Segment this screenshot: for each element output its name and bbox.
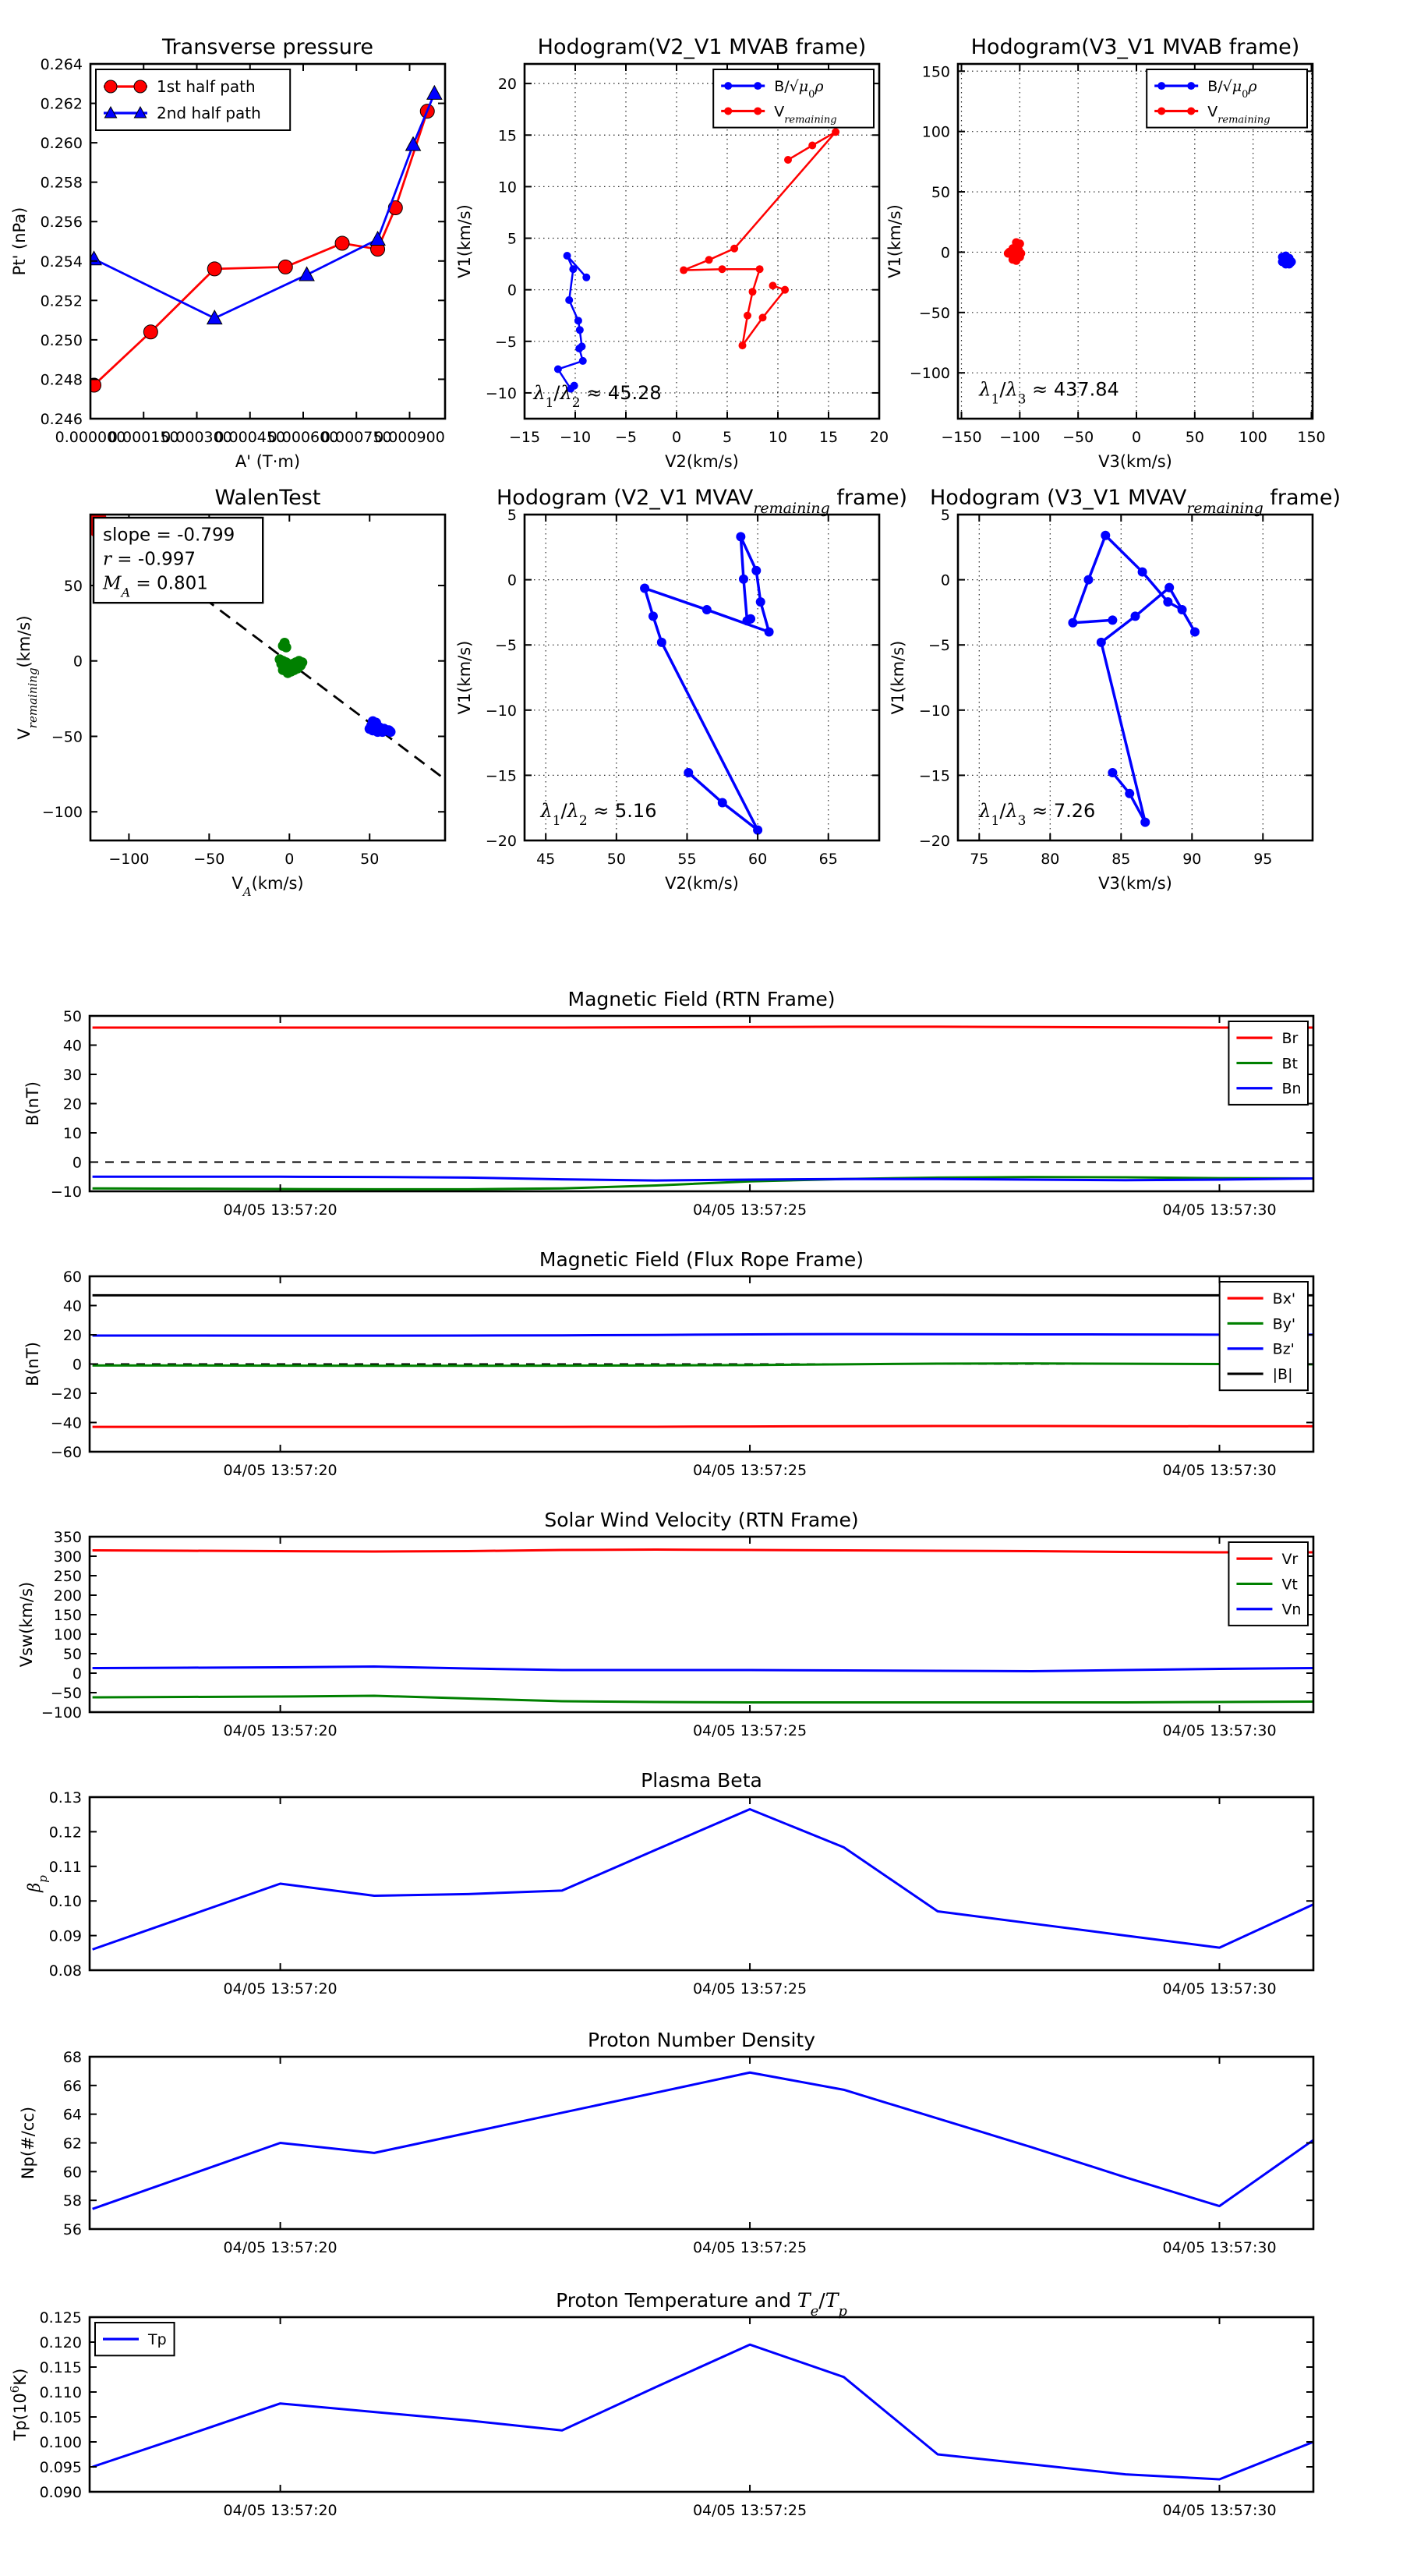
hodogram-v3v1-mvav-xtick: 95 — [1253, 851, 1272, 868]
hodogram-v2v1-mvab-ytick: −5 — [495, 334, 517, 351]
walen-test-xtick: −50 — [193, 851, 224, 868]
transverse-pressure-ytick: 0.252 — [41, 292, 83, 310]
plasma-beta-series-layer — [93, 1810, 1313, 1950]
vsw-rtn-ytick: 300 — [54, 1548, 82, 1566]
proton-temp-ytick: 0.095 — [40, 2459, 82, 2476]
hodogram-v3v1-mvab-xtick: 150 — [1297, 429, 1325, 446]
hodogram-v2v1-mvav-annotation: $\lambda_1/\lambda_2 \approx 5.16$ — [539, 800, 656, 829]
vsw-rtn-ytick: 50 — [63, 1646, 82, 1663]
hodogram-v3v1-mvab-xtick: −100 — [999, 429, 1040, 446]
mag-fluxrope-ytick: −20 — [51, 1385, 82, 1403]
proton-temp-series-layer — [93, 2344, 1313, 2479]
vsw-rtn-ytick: 150 — [54, 1607, 82, 1624]
mag-fluxrope-ytick: 60 — [63, 1269, 82, 1286]
mag-fluxrope-series-layer — [93, 1295, 1313, 1427]
mag-fluxrope-ytick: 20 — [63, 1327, 82, 1344]
transverse-pressure-ytick: 0.258 — [41, 175, 83, 192]
mag-fluxrope-legend-label: Bz' — [1273, 1341, 1295, 1358]
mag-fluxrope-xtick: 04/05 13:57:25 — [693, 1462, 807, 1479]
mag-rtn-legend-label: Bt — [1281, 1055, 1297, 1072]
transverse-pressure-legend-label: 2nd half path — [157, 104, 261, 122]
walen-test-ytick: −100 — [42, 804, 83, 821]
vsw-rtn-ytick: 200 — [54, 1587, 82, 1605]
mag-fluxrope-legend-label: By' — [1273, 1315, 1296, 1332]
hodogram-v2v1-mvab-xtick: 15 — [819, 429, 838, 446]
mag-rtn-xtick: 04/05 13:57:30 — [1162, 1201, 1276, 1219]
hodogram-v3v1-mvav-ytick: −15 — [919, 767, 950, 784]
proton-temp-ytick: 0.110 — [40, 2384, 82, 2401]
plasma-beta-ytick: 0.12 — [49, 1824, 82, 1841]
proton-density-ytick: 56 — [63, 2221, 82, 2238]
hodogram-v3v1-mvab-xtick: 0 — [1132, 429, 1141, 446]
walen-test-title: WalenTest — [215, 486, 321, 510]
proton-density-ylabel: Np(#/cc) — [19, 2107, 37, 2179]
hodogram-v2v1-mvab-series-V remaining — [684, 132, 836, 345]
proton-temp-xtick: 04/05 13:57:30 — [1162, 2502, 1276, 2519]
mag-fluxrope-ylabel: B(nT) — [23, 1342, 42, 1386]
vsw-rtn-legend — [1228, 1542, 1308, 1626]
mag-fluxrope-xtick: 04/05 13:57:20 — [224, 1462, 337, 1479]
proton-density-xtick: 04/05 13:57:25 — [693, 2239, 807, 2256]
transverse-pressure-xtick: 0.000450 — [214, 429, 285, 446]
hodogram-v2v1-mvab-ytick: 0 — [507, 282, 517, 299]
chart-hodogram-v2v1-mvab — [455, 35, 889, 471]
proton-density-ytick: 62 — [63, 2135, 82, 2153]
walen-test-ytick: 50 — [64, 578, 83, 595]
mag-fluxrope-series-Bx' — [93, 1426, 1313, 1427]
hodogram-v3v1-mvav-markers-V path — [1068, 531, 1200, 827]
proton-density-ytick: 68 — [63, 2049, 82, 2066]
proton-temp-ytick: 0.105 — [40, 2409, 82, 2426]
plasma-beta-title: Plasma Beta — [641, 1769, 762, 1792]
mag-rtn-legend-label: Br — [1281, 1030, 1298, 1047]
hodogram-v3v1-mvab-xtick: −150 — [941, 429, 981, 446]
proton-temp-title: Proton Temperature and $T_e/T_p$ — [556, 2289, 847, 2319]
transverse-pressure-ytick: 0.256 — [41, 214, 83, 231]
hodogram-v2v1-mvab-xtick: −5 — [615, 429, 637, 446]
hodogram-v3v1-mvab-markers-V remaining — [1004, 239, 1025, 265]
proton-temp-ytick: 0.100 — [40, 2434, 82, 2451]
plasma-beta-ytick: 0.10 — [49, 1893, 82, 1910]
vsw-rtn-series-layer — [93, 1550, 1313, 1703]
hodogram-v3v1-mvab-ylabel: V1(km/s) — [885, 204, 904, 278]
proton-density-ytick: 60 — [63, 2164, 82, 2181]
mag-rtn-title: Magnetic Field (RTN Frame) — [568, 988, 836, 1010]
mag-rtn-legend — [1228, 1021, 1308, 1105]
mag-rtn-ytick: 30 — [63, 1067, 82, 1084]
transverse-pressure-xtick: 0.000900 — [374, 429, 445, 446]
transverse-pressure-ytick: 0.260 — [41, 135, 83, 152]
plasma-beta-ytick: 0.08 — [49, 1962, 82, 1980]
mag-rtn-ytick: 40 — [63, 1038, 82, 1055]
transverse-pressure-ytick: 0.250 — [41, 332, 83, 349]
proton-density-ytick: 64 — [63, 2107, 82, 2124]
chart-mag-rtn — [23, 988, 1313, 1219]
transverse-pressure-xtick: 0.000150 — [108, 429, 179, 446]
vsw-rtn-series-Vr — [93, 1550, 1313, 1553]
hodogram-v3v1-mvav-ytick: 0 — [941, 572, 950, 589]
transverse-pressure-xtick: 0.000750 — [321, 429, 392, 446]
mag-fluxrope-legend — [1220, 1282, 1308, 1390]
hodogram-v2v1-mvav-series-layer — [640, 532, 774, 834]
hodogram-v3v1-mvab-title: Hodogram(V3_V1 MVAB frame) — [971, 35, 1300, 59]
proton-temp-legend — [95, 2323, 175, 2355]
hodogram-v3v1-mvav-ytick: −20 — [919, 833, 950, 850]
hodogram-v3v1-mvab-markers-B/sqrt(mu0 rho) — [1278, 252, 1296, 269]
hodogram-v3v1-mvav-title: Hodogram (V3_V1 $MVAV_{remaining}$ frame) — [930, 486, 1341, 517]
transverse-pressure-ytick: 0.246 — [41, 411, 83, 428]
vsw-rtn-xtick: 04/05 13:57:20 — [224, 1722, 337, 1739]
plasma-beta-series-beta_p — [93, 1810, 1313, 1950]
hodogram-v3v1-mvab-ytick: −50 — [919, 305, 950, 322]
hodogram-v3v1-mvab-xtick: −50 — [1062, 429, 1094, 446]
hodogram-v2v1-mvab-xlabel: V2(km/s) — [665, 452, 739, 471]
mag-rtn-xtick: 04/05 13:57:20 — [224, 1201, 337, 1219]
hodogram-v3v1-mvab-series-layer — [1004, 239, 1296, 269]
hodogram-v2v1-mvav-xtick: 60 — [748, 851, 767, 868]
hodogram-v2v1-mvav-ytick: −10 — [486, 702, 517, 720]
hodogram-v3v1-mvab-xtick: 50 — [1186, 429, 1204, 446]
transverse-pressure-ylabel: Pt' (nPa) — [10, 207, 29, 276]
hodogram-v2v1-mvab-title: Hodogram(V2_V1 MVAB frame) — [538, 35, 867, 59]
walen-test-xlabel: $V_A(km/s)$ — [231, 874, 303, 899]
walen-test-ytick: 0 — [73, 653, 83, 671]
hodogram-v2v1-mvav-xtick: 50 — [607, 851, 626, 868]
hodogram-v2v1-mvab-ylabel: V1(km/s) — [455, 204, 474, 278]
hodogram-v3v1-mvav-ytick: −10 — [919, 702, 950, 720]
mag-rtn-series-Br — [93, 1027, 1313, 1028]
walen-test-xtick: 0 — [284, 851, 294, 868]
walen-test-info-box — [94, 518, 263, 603]
mag-rtn-ylabel: B(nT) — [23, 1081, 42, 1126]
hodogram-v2v1-mvab-series-layer — [554, 128, 839, 392]
hodogram-v2v1-mvav-xtick: 65 — [819, 851, 838, 868]
proton-temp-ytick: 0.120 — [40, 2334, 82, 2351]
mag-fluxrope-xtick: 04/05 13:57:30 — [1162, 1462, 1276, 1479]
plasma-beta-ytick: 0.11 — [49, 1859, 82, 1876]
mag-fluxrope-legend-label: Bx' — [1273, 1290, 1296, 1307]
walen-test-xtick: −100 — [108, 851, 149, 868]
mag-fluxrope-legend-label: |B| — [1273, 1366, 1293, 1383]
plasma-beta-ytick: 0.09 — [49, 1928, 82, 1945]
hodogram-v3v1-mvav-xtick: 85 — [1111, 851, 1130, 868]
walen-test-ylabel: $V_{remaining}(km/s)$ — [15, 615, 40, 739]
hodogram-v3v1-mvav-ytick: 5 — [941, 507, 950, 524]
hodogram-v2v1-mvab-series-B/sqrt(mu0 rho) — [558, 256, 586, 389]
walen-test-info-line: r = -0.997 — [103, 550, 196, 570]
hodogram-v2v1-mvav-xtick: 45 — [536, 851, 555, 868]
hodogram-v2v1-mvab-legend-label: $B/√\mu_0\rho$ — [774, 78, 824, 100]
mag-rtn-ytick: 20 — [63, 1096, 82, 1113]
transverse-pressure-xlabel: A' (T·m) — [235, 452, 300, 471]
hodogram-v3v1-mvav-ytick: −5 — [928, 637, 950, 654]
proton-temp-xtick: 04/05 13:57:25 — [693, 2502, 807, 2519]
hodogram-v3v1-mvab-annotation: $\lambda_1/\lambda_3 \approx 437.84$ — [978, 378, 1119, 407]
hodogram-v3v1-mvav-annotation: $\lambda_1/\lambda_3 \approx 7.26$ — [978, 800, 1095, 829]
hodogram-v2v1-mvav-ytick: 5 — [507, 507, 517, 524]
vsw-rtn-xtick: 04/05 13:57:25 — [693, 1722, 807, 1739]
chart-vsw-rtn — [17, 1509, 1313, 1739]
walen-test-markers-cluster-blue — [365, 717, 396, 738]
hodogram-v3v1-mvav-xtick: 80 — [1041, 851, 1059, 868]
chart-transverse-pressure — [10, 35, 445, 471]
mag-rtn-ytick: 50 — [63, 1008, 82, 1025]
hodogram-v2v1-mvab-xtick: 20 — [870, 429, 889, 446]
hodogram-v2v1-mvav-ylabel: V1(km/s) — [455, 641, 474, 715]
plasma-beta-ylabel: $\beta_p$ — [25, 1875, 50, 1893]
hodogram-v2v1-mvab-ytick: −10 — [486, 385, 517, 402]
transverse-pressure-ytick: 0.264 — [41, 56, 83, 73]
transverse-pressure-xtick: 0.000600 — [268, 429, 339, 446]
mag-rtn-series-Bt — [93, 1177, 1313, 1190]
hodogram-v3v1-mvav-xtick: 90 — [1182, 851, 1201, 868]
plasma-beta-xtick: 04/05 13:57:20 — [224, 1980, 337, 1997]
vsw-rtn-series-Vt — [93, 1696, 1313, 1703]
proton-density-xtick: 04/05 13:57:20 — [224, 2239, 337, 2256]
walen-test-info-line: slope = -0.799 — [103, 525, 235, 546]
proton-density-ytick: 66 — [63, 2078, 82, 2095]
proton-temp-ytick: 0.090 — [40, 2484, 82, 2501]
chart-hodogram-v2v1-mvav — [455, 486, 907, 893]
proton-temp-legend-label: Tp — [147, 2331, 167, 2348]
transverse-pressure-xtick: 0.000000 — [55, 429, 126, 446]
mag-fluxrope-series-Bz' — [93, 1334, 1313, 1336]
vsw-rtn-ytick: 350 — [54, 1529, 82, 1546]
hodogram-v2v1-mvav-ytick: −5 — [495, 637, 517, 654]
chart-hodogram-v3v1-mvav — [889, 486, 1341, 893]
transverse-pressure-legend-label: 1st half path — [157, 77, 256, 96]
hodogram-v3v1-mvab-ytick: −100 — [910, 365, 950, 382]
walen-test-ytick: −50 — [51, 728, 83, 745]
hodogram-v2v1-mvav-xtick: 55 — [677, 851, 696, 868]
walen-test-xtick: 50 — [360, 851, 379, 868]
hodogram-v2v1-mvab-ytick: 20 — [498, 76, 517, 93]
hodogram-v2v1-mvab-markers-V remaining — [680, 128, 839, 349]
mag-rtn-xtick: 04/05 13:57:25 — [693, 1201, 807, 1219]
transverse-pressure-legend — [96, 69, 290, 130]
hodogram-v3v1-mvab-xtick: 100 — [1239, 429, 1267, 446]
hodogram-v2v1-mvav-xlabel: V2(km/s) — [665, 874, 739, 893]
hodogram-v3v1-mvab-legend — [1147, 69, 1307, 128]
mag-rtn-ytick: −10 — [51, 1184, 82, 1201]
transverse-pressure-series-layer — [87, 86, 442, 392]
vsw-rtn-series-Vn — [93, 1667, 1313, 1672]
hodogram-v3v1-mvav-xlabel: V3(km/s) — [1098, 874, 1172, 893]
hodogram-v2v1-mvab-xtick: 10 — [769, 429, 787, 446]
hodogram-v3v1-mvab-legend-label: $V_{remaining}$ — [1207, 103, 1270, 126]
hodogram-v3v1-mvab-legend-label: $B/√\mu_0\rho$ — [1207, 78, 1257, 100]
hodogram-v2v1-mvab-legend-label: $V_{remaining}$ — [774, 103, 836, 126]
hodogram-v3v1-mvab-ytick: 150 — [922, 63, 950, 80]
plasma-beta-xtick: 04/05 13:57:25 — [693, 1980, 807, 1997]
chart-hodogram-v3v1-mvab — [885, 35, 1326, 471]
mag-rtn-frame — [90, 1016, 1313, 1191]
mag-rtn-ytick: 0 — [72, 1155, 82, 1172]
mag-rtn-series-layer — [93, 1027, 1313, 1190]
chart-proton-temp — [8, 2289, 1313, 2519]
hodogram-v2v1-mvab-legend — [713, 69, 874, 128]
hodogram-v3v1-mvab-xlabel: V3(km/s) — [1098, 452, 1172, 471]
walen-test-info-line: $M_A = 0.801$ — [102, 574, 208, 600]
proton-density-series-layer — [93, 2072, 1313, 2209]
hodogram-v2v1-mvab-annotation: $\lambda_1/\lambda_2 \approx 45.28$ — [532, 382, 661, 411]
hodogram-v3v1-mvab-ytick: 50 — [931, 184, 950, 201]
transverse-pressure-ytick: 0.248 — [41, 371, 83, 388]
vsw-rtn-legend-label: Vn — [1281, 1601, 1301, 1619]
plasma-beta-frame — [90, 1797, 1313, 1970]
hodogram-v2v1-mvab-xtick: 5 — [723, 429, 732, 446]
vsw-rtn-ytick: 0 — [72, 1665, 82, 1683]
transverse-pressure-ytick: 0.262 — [41, 96, 83, 113]
hodogram-v2v1-mvab-xtick: 0 — [672, 429, 681, 446]
hodogram-v2v1-mvav-title: Hodogram (V2_V1 $MVAV_{remaining}$ frame) — [497, 486, 907, 517]
vsw-rtn-legend-label: Vt — [1281, 1576, 1297, 1593]
vsw-rtn-legend-label: Vr — [1281, 1551, 1298, 1568]
vsw-rtn-xtick: 04/05 13:57:30 — [1162, 1722, 1276, 1739]
proton-temp-ylabel: $Tp(10^6K)$ — [8, 2369, 30, 2442]
proton-density-title: Proton Number Density — [588, 2029, 815, 2051]
mag-fluxrope-ytick: −40 — [51, 1415, 82, 1432]
proton-temp-ytick: 0.115 — [40, 2359, 82, 2376]
hodogram-v2v1-mvab-ytick: 5 — [507, 231, 517, 248]
vsw-rtn-frame — [90, 1537, 1313, 1712]
vsw-rtn-title: Solar Wind Velocity (RTN Frame) — [544, 1509, 858, 1531]
mag-fluxrope-ytick: −60 — [51, 1444, 82, 1461]
mag-fluxrope-title: Magnetic Field (Flux Rope Frame) — [539, 1248, 864, 1271]
hodogram-v2v1-mvav-ytick: 0 — [507, 572, 517, 589]
mag-fluxrope-ytick: 40 — [63, 1298, 82, 1315]
transverse-pressure-ytick: 0.254 — [41, 253, 83, 271]
proton-temp-frame — [90, 2317, 1313, 2492]
proton-density-xtick: 04/05 13:57:30 — [1162, 2239, 1276, 2256]
chart-walen-test — [15, 486, 445, 899]
chart-proton-density — [19, 2029, 1313, 2256]
transverse-pressure-title: Transverse pressure — [161, 35, 373, 59]
proton-temp-series-Tp — [93, 2344, 1313, 2479]
hodogram-v2v1-mvab-xtick: −15 — [509, 429, 540, 446]
mag-fluxrope-ytick: 0 — [72, 1357, 82, 1374]
proton-temp-ytick: 0.125 — [40, 2309, 82, 2327]
mag-rtn-legend-label: Bn — [1281, 1081, 1301, 1098]
hodogram-v2v1-mvab-ytick: 10 — [498, 179, 517, 196]
hodogram-v3v1-mvav-series-layer — [1068, 531, 1200, 827]
hodogram-v3v1-mvab-ytick: 100 — [922, 124, 950, 141]
vsw-rtn-ytick: 250 — [54, 1568, 82, 1585]
hodogram-v2v1-mvab-xtick: −10 — [560, 429, 591, 446]
hodogram-v3v1-mvav-xtick: 75 — [970, 851, 988, 868]
hodogram-v2v1-mvav-ytick: −15 — [486, 767, 517, 784]
hodogram-v3v1-mvav-ylabel: V1(km/s) — [889, 641, 907, 715]
mag-rtn-ytick: 10 — [63, 1125, 82, 1142]
vsw-rtn-ytick: −100 — [41, 1704, 82, 1721]
hodogram-v2v1-mvab-ytick: 15 — [498, 127, 517, 144]
transverse-pressure-markers-1st half path — [87, 104, 435, 392]
hodogram-v2v1-mvav-ytick: −20 — [486, 833, 517, 850]
plasma-beta-ytick: 0.13 — [49, 1789, 82, 1806]
hodogram-v2v1-mvav-frame — [525, 515, 879, 840]
chart-mag-fluxrope — [23, 1248, 1313, 1479]
plasma-beta-xtick: 04/05 13:57:30 — [1162, 1980, 1276, 1997]
transverse-pressure-xtick: 0.000300 — [161, 429, 232, 446]
hodogram-v3v1-mvab-ytick: 0 — [941, 244, 950, 261]
vsw-rtn-ytick: −50 — [51, 1685, 82, 1702]
proton-temp-xtick: 04/05 13:57:20 — [224, 2502, 337, 2519]
chart-plasma-beta — [25, 1769, 1313, 1997]
vsw-rtn-ylabel: Vsw(km/s) — [17, 1582, 36, 1668]
hodogram-v2v1-mvav-series-V path — [645, 536, 769, 830]
proton-density-ytick: 58 — [63, 2192, 82, 2210]
vsw-rtn-ytick: 100 — [54, 1626, 82, 1644]
proton-density-series-Np — [93, 2072, 1313, 2209]
